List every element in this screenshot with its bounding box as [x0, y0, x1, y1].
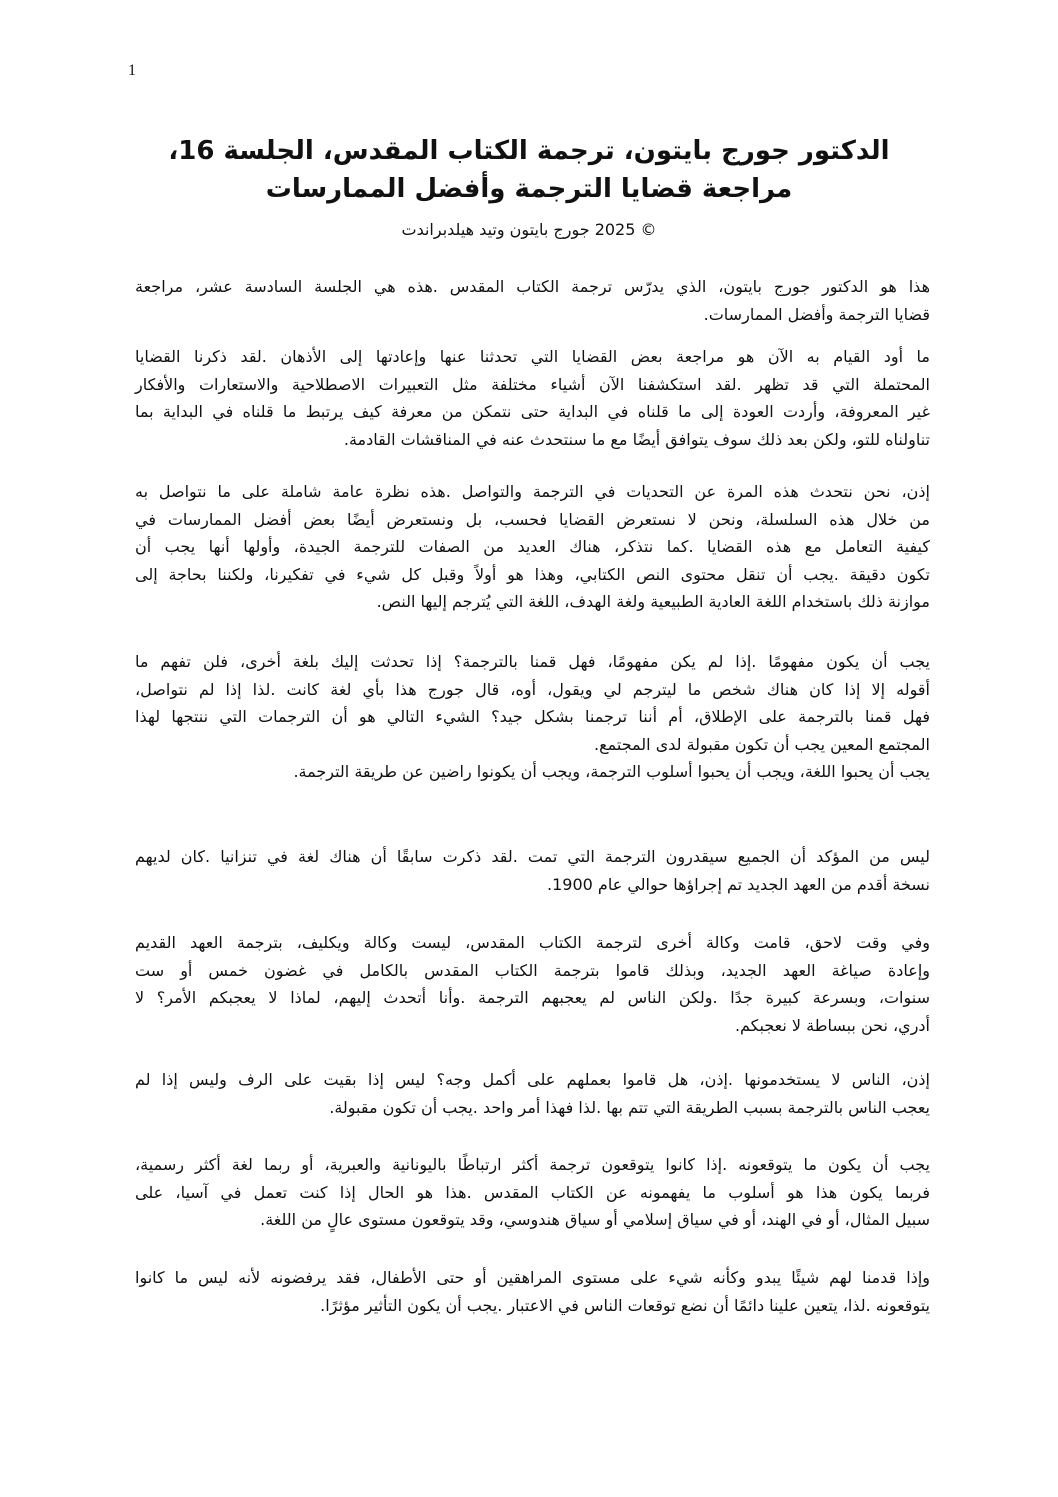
- text-line: إذن، نحن نتحدث هذه المرة عن التحديات في الترجمة والتواصل .هذه نظرة عامة شاملة على ما نتواصل به: [135, 482, 930, 501]
- text-line: وإذا قدمنا لهم شيئًا يبدو وكأنه شيء على مستوى المراهقين أو حتى الأطفال، فقد يرفضونه لأنه ليس ما كانوا: [135, 1268, 930, 1287]
- text-line: نسخة أقدم من العهد الجديد تم إجراؤها حوالي عام 1900.: [547, 874, 930, 894]
- text-line: المجتمع المعين يجب أن تكون مقبولة لدى المجتمع.: [594, 734, 930, 754]
- text-line: المحتملة التي قد تظهر .لقد استكشفنا الآن أشياء مختلفة مثل التعبيرات الاصطلاحية والاستعارات والأفكار: [135, 374, 930, 394]
- text-line: كيفية التعامل مع هذه القضايا .كما نتذكر، هناك العديد من الصفات للترجمة الجيدة، وأولها أنها يجب أن: [135, 537, 930, 556]
- paragraph: [135, 273, 930, 328]
- text-line: يتوقعونه .لذا، يتعين علينا دائمًا أن نضع توقعات الناس في الاعتبار .يجب أن يكون التأثير مؤثرًا.: [320, 1295, 930, 1315]
- paragraph: [135, 478, 930, 616]
- text-line: إذن، الناس لا يستخدمونها .إذن، هل قاموا بعملهم على أكمل وجه؟ ليس إذا بقيت على الرف وليس إذا لم: [135, 1070, 930, 1089]
- text-line: فربما يكون هذا هو أسلوب ما يفهمونه عن الكتاب المقدس .هذا هو الحال إذا كنت تعمل في آسيا، على: [135, 1182, 930, 1202]
- paragraph: [135, 1151, 930, 1234]
- text-line: هذا هو الدكتور جورج بايتون، الذي يدرّس ترجمة الكتاب المقدس .هذه هي الجلسة السادسة عشر، مراجعة: [135, 277, 930, 296]
- text-line: أقوله إلا إذا كان هناك شخص ما ليترجم لي ويقول، أوه، قال جورج هذا بأي لغة كانت .لذا إذا لم نتواصل،: [135, 679, 930, 699]
- text-line: ليس من المؤكد أن الجميع سيقدرون الترجمة التي تمت .لقد ذكرت سابقًا أن هناك لغة في تنزانيا .كان لديهم: [135, 847, 930, 866]
- text-line: فهل قمنا بالترجمة على الإطلاق، أم أننا ترجمنا بشكل جيد؟ الشيء التالي هو أن الترجمات التي ننتجها لهذا: [135, 707, 930, 726]
- text-line: تكون دقيقة .يجب أن تنقل محتوى النص الكتابي، وهذا هو أولاً وقبل كل شيء في تفكيرنا، ولكننا بحاجة إلى: [135, 564, 930, 584]
- text-line: موازنة ذلك باستخدام اللغة العادية الطبيعية ولغة الهدف، اللغة التي يُترجم إليها النص.: [376, 592, 930, 611]
- text-line: وإعادة صياغة العهد الجديد، وبذلك قاموا بترجمة الكتاب المقدس بالكامل في غضون خمس أو ست: [135, 960, 930, 980]
- text-line: يجب أن يكون ما يتوقعونه .إذا كانوا يتوقعون ترجمة أكثر ارتباطًا باليونانية والعبرية، أو ربما لغة أكثر رسمية،: [135, 1155, 930, 1174]
- text-line: غير المعروفة، وأردت العودة إلى ما قلناه في البداية حتى نتمكن من معرفة كيف يرتبط ما قلناه في البداية بما: [135, 402, 930, 421]
- text-line: سنوات، وبسرعة كبيرة جدًا .ولكن الناس لم يعجبهم الترجمة .وأنا أتحدث إليهم، لماذا لا يعجبكم الأمر؟ لا: [135, 988, 930, 1007]
- text-line: يجب أن يكون مفهومًا .إذا لم يكن مفهومًا، فهل قمنا بالترجمة؟ إذا تحدثت إليك بلغة أخرى، فلن تفهم ما: [135, 652, 930, 671]
- text-line: يعجب الناس بالترجمة بسبب الطريقة التي تتم بها .لذا فهذا أمر واحد .يجب أن تكون مقبولة.: [329, 1097, 930, 1117]
- text-line: تناولناه للتو، ولكن بعد ذلك سوف يتوافق أيضًا مع ما سنتحدث عنه في المناقشات القادمة.: [343, 429, 930, 449]
- copyright-line: © 2025 جورج بايتون وتيد هيلدبراندت: [401, 220, 657, 239]
- paragraph: [135, 343, 930, 453]
- text-line: من خلال هذه السلسلة، ونحن لا نستعرض القضايا فحسب، بل ونستعرض أيضًا بعض أفضل الممارسات في: [135, 509, 930, 529]
- paragraph: [135, 1264, 930, 1319]
- text-line: ما أود القيام به الآن هو مراجعة بعض القضايا التي تحدثنا عنها وإعادتها إلى الأذهان .لقد ذكرنا القضايا: [135, 347, 930, 366]
- text-line: يجب أن يحبوا اللغة، ويجب أن يحبوا أسلوب الترجمة، ويجب أن يكونوا راضين عن طريقة الترجمة.: [293, 762, 930, 781]
- text-line: وفي وقت لاحق، قامت وكالة أخرى لترجمة الكتاب المقدس، ليست وكالة ويكليف، بترجمة العهد القديم: [135, 933, 930, 952]
- paragraph: [135, 758, 930, 786]
- document-title-line-2: مراجعة قضايا الترجمة وأفضل الممارسات: [265, 174, 793, 204]
- text-line: أدري، نحن ببساطة لا نعجبكم.: [734, 1015, 930, 1035]
- document-title-line-1: الدكتور جورج بايتون، ترجمة الكتاب المقدس، الجلسة 16،: [168, 136, 890, 166]
- page-number: 1: [128, 62, 136, 79]
- text-line: قضايا الترجمة وأفضل الممارسات.: [703, 304, 930, 324]
- paragraph: [135, 648, 930, 758]
- paragraph: [135, 929, 930, 1039]
- paragraph: [135, 1066, 930, 1121]
- paragraph: [135, 843, 930, 898]
- text-line: سبيل المثال، أو في الهند، أو في سياق إسلامي أو سياق هندوسي، وقد يتوقعون مستوى عالٍ من اللغة.: [260, 1210, 930, 1229]
